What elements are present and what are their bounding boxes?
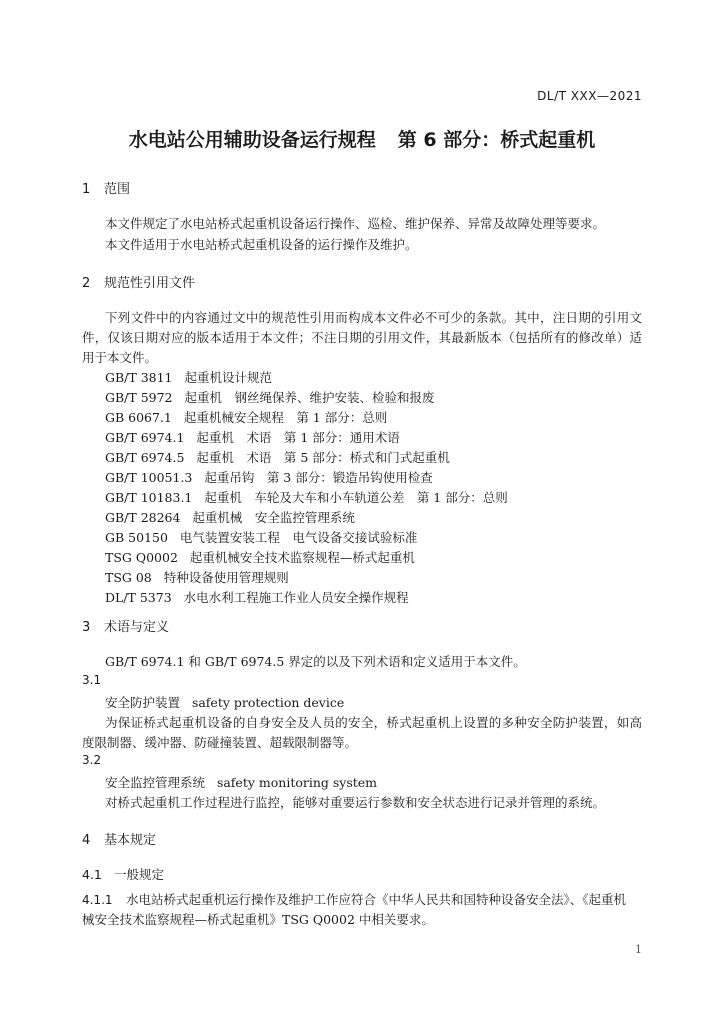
reference-title: 起重机 钢丝绳保养、维护安装、检验和报废 [184, 390, 435, 405]
reference-item [105, 448, 450, 466]
document-code: DL/T XXX—2021 [537, 89, 642, 103]
term-3-2 [105, 773, 377, 791]
reference-item [105, 588, 409, 606]
section-2-intro-line-3: 用于本文件。 [82, 350, 158, 365]
document-title [0, 125, 724, 152]
reference-title: 起重机 术语 第 1 部分：通用术语 [196, 430, 400, 445]
term-3-2-definition: 对桥式起重机工作过程进行监控，能够对重要运行参数和安全状态进行记录并管理的系统。 [105, 795, 606, 810]
title-main: 水电站公用辅助设备运行规程 [128, 129, 376, 151]
section-1-paragraph-1: 本文件规定了水电站桥式起重机设备运行操作、巡检、维护保养、异常及故障处理等要求。 [105, 216, 606, 231]
reference-code: GB/T 3811 [105, 370, 173, 385]
reference-item [105, 488, 508, 506]
term-3-1-definition-line-1: 为保证桥式起重机设备的自身安全及人员的安全，桥式起重机上设置的多种安全防护装置，如高 [105, 715, 642, 730]
section-4-1-1-line-2: 械安全技术监察规程—桥式起重机》TSG Q0002 中相关要求。 [82, 912, 434, 927]
term-3-1-number: 3.1 [82, 673, 102, 687]
section-3-intro: GB/T 6974.1 和 GB/T 6974.5 界定的以及下列术语和定义适用于本文件。 [105, 654, 526, 669]
reference-title: 起重机械 安全监控管理系统 [192, 510, 355, 525]
term-3-1 [105, 693, 344, 711]
reference-item [105, 548, 415, 566]
section-1-heading: 1 范围 [82, 182, 131, 197]
reference-item [105, 568, 289, 586]
term-3-1-zh: 安全防护装置 [105, 695, 181, 710]
reference-item [105, 468, 433, 486]
section-3-heading: 3 术语与定义 [82, 620, 170, 635]
reference-code: GB/T 6974.5 [105, 450, 185, 465]
reference-title: 起重机械安全规程 第 1 部分：总则 [183, 410, 388, 425]
reference-item [105, 528, 417, 546]
reference-title: 起重机 术语 第 5 部分：桥式和门式起重机 [196, 450, 450, 465]
reference-item [105, 388, 434, 406]
page-number: 1 [635, 943, 642, 956]
reference-code: TSG 08 [105, 570, 152, 585]
section-1-paragraph-2: 本文件适用于水电站桥式起重机设备的运行操作及维护。 [105, 237, 418, 252]
reference-item [105, 428, 400, 446]
title-part: 第 6 部分：桥式起重机 [397, 129, 596, 151]
reference-code: GB/T 28264 [105, 510, 181, 525]
reference-code: GB/T 10051.3 [105, 470, 193, 485]
term-3-1-en: safety protection device [191, 695, 345, 710]
reference-title: 特种设备使用管理规则 [163, 570, 289, 585]
reference-item [105, 368, 272, 386]
section-4-1-heading: 4.1 一般规定 [82, 867, 165, 882]
term-3-2-en: safety monitoring system [216, 775, 378, 790]
reference-title: 起重机 车轮及大车和小车轨道公差 第 1 部分：总则 [204, 490, 508, 505]
reference-item [105, 508, 355, 526]
reference-title: 起重机械安全技术监察规程—桥式起重机 [189, 550, 415, 565]
reference-title: 电气装置安装工程 电气设备交接试验标准 [179, 530, 418, 545]
reference-item [105, 408, 387, 426]
term-3-2-number: 3.2 [82, 753, 102, 767]
reference-code: GB 50150 [105, 530, 168, 545]
reference-title: 起重吊钩 第 3 部分：锻造吊钩使用检查 [204, 470, 433, 485]
section-4-1-1-line-1: 4.1.1 水电站桥式起重机运行操作及维护工作应符合《中华人民共和国特种设备安全法》、《起重机 [82, 892, 627, 907]
section-2-intro-line-1: 下列文件中的内容通过文中的规范性引用而构成本文件必不可少的条款。其中，注日期的引用文 [105, 310, 642, 325]
section-4-heading: 4 基本规定 [82, 833, 157, 848]
reference-code: GB 6067.1 [105, 410, 172, 425]
reference-code: TSG Q0002 [105, 550, 178, 565]
term-3-1-definition-line-2: 度限制器、缓冲器、防碰撞装置、超载限制器等。 [82, 735, 358, 750]
reference-code: GB/T 10183.1 [105, 490, 193, 505]
reference-code: GB/T 5972 [105, 390, 173, 405]
term-3-2-zh: 安全监控管理系统 [105, 775, 206, 790]
reference-title: 起重机设计规范 [184, 370, 272, 385]
reference-code: DL/T 5373 [105, 590, 172, 605]
reference-title: 水电水利工程施工作业人员安全操作规程 [183, 590, 409, 605]
section-2-heading: 2 规范性引用文件 [82, 276, 196, 291]
section-2-intro-line-2: 件，仅该日期对应的版本适用于本文件；不注日期的引用文件，其最新版本（包括所有的修改单）适 [82, 330, 642, 345]
reference-code: GB/T 6974.1 [105, 430, 185, 445]
